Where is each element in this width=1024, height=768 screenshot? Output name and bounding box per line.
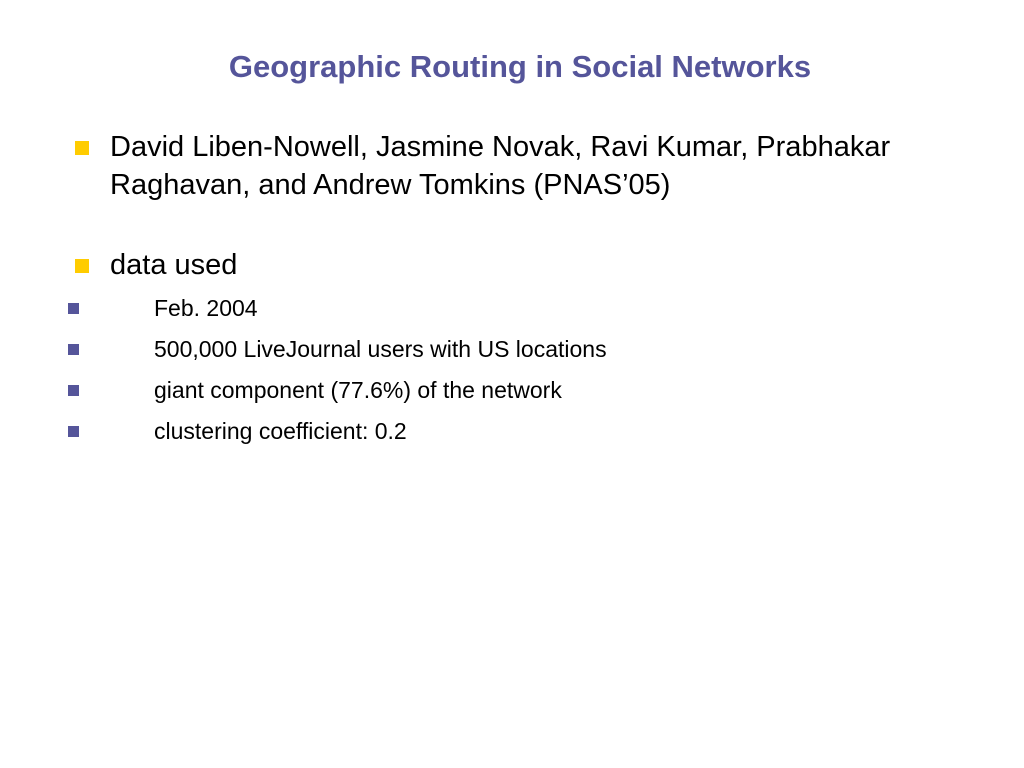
slide-title: Geographic Routing in Social Networks [228, 49, 812, 84]
sub-bullet-giant-component-text: giant component (77.6%) of the network [154, 377, 562, 403]
bullet-authors [70, 128, 990, 204]
square-bullet-icon [75, 259, 89, 273]
square-sub-bullet-icon [68, 303, 79, 314]
sub-bullet-giant-component [70, 370, 990, 411]
sub-bullet-clustering [70, 411, 990, 452]
bullet-list [70, 128, 990, 452]
square-sub-bullet-icon [68, 344, 79, 355]
sub-bullet-users-text: 500,000 LiveJournal users with US locations [154, 336, 607, 362]
square-sub-bullet-icon [68, 426, 79, 437]
sub-bullet-date [70, 288, 990, 329]
bullet-authors-text: David Liben-Nowell, Jasmine Novak, Ravi Kumar, Prabhakar Raghavan, and Andrew Tomkins (PNAS’05) [110, 131, 891, 201]
square-sub-bullet-icon [68, 385, 79, 396]
bullet-data-used [70, 246, 990, 452]
sub-bullet-clustering-text: clustering coefficient: 0.2 [154, 418, 407, 444]
bullet-data-used-text: data used [110, 249, 238, 281]
sub-bullet-list [110, 288, 990, 452]
sub-bullet-users [70, 329, 990, 370]
sub-bullet-date-text: Feb. 2004 [154, 295, 258, 321]
square-bullet-icon [75, 141, 89, 155]
